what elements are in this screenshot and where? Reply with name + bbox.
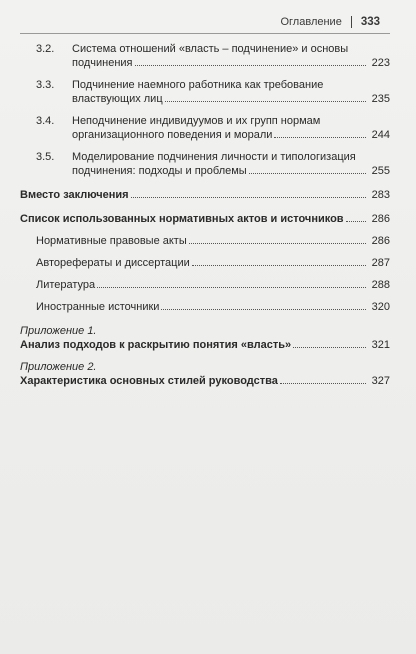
toc-entry-text: Анализ подходов к раскрытию понятия «власть»	[20, 339, 292, 351]
toc-entry-text-cont: организационного поведения и морали	[72, 129, 273, 141]
toc-entry-page: 255	[371, 165, 390, 177]
toc-entry-3-2	[36, 42, 390, 70]
toc-entry-foreign-sources	[36, 300, 390, 314]
toc-entry-text: Список использованных нормативных актов и источников	[20, 213, 344, 225]
toc-entry-conclusion	[20, 188, 390, 202]
toc-entry-page: 321	[371, 339, 390, 351]
dot-leader	[249, 172, 366, 174]
toc-entry-text: Авторефераты и диссертации	[36, 257, 190, 269]
dot-leader	[131, 196, 366, 198]
toc-entry-text: Неподчинение индивидуумов и их групп нормам	[72, 115, 321, 127]
running-head	[280, 16, 380, 28]
toc-entry-text: Моделирование подчинения личности и типологизация	[72, 151, 356, 163]
toc-entry-page: 223	[371, 57, 390, 69]
toc-entry-text: Литература	[36, 279, 96, 291]
toc-entry-text: Характеристика основных стилей руководства	[20, 375, 278, 387]
toc-entry-text: Подчинение наемного работника как требование	[72, 79, 324, 91]
toc-entry-appendix-1	[20, 324, 390, 352]
toc-entry-number: 3.2.	[36, 43, 55, 55]
toc-entry-sources	[20, 212, 390, 226]
toc-entry-page: 286	[371, 213, 390, 225]
table-of-contents	[20, 42, 390, 388]
toc-entry-page: 320	[371, 301, 390, 313]
toc-entry-text-cont: подчинения: подходы и проблемы	[72, 165, 247, 177]
toc-entry-normative-acts	[36, 234, 390, 248]
dot-leader	[293, 346, 366, 348]
dot-leader	[161, 308, 366, 310]
dot-leader	[192, 264, 366, 266]
toc-entry-text: Нормативные правовые акты	[36, 235, 187, 247]
toc-entry-text-cont: властвующих лиц	[72, 93, 163, 105]
toc-entry-text: Иностранные источники	[36, 301, 160, 313]
toc-entry-text-cont: подчинения	[72, 57, 133, 69]
running-head-page-number: 333	[360, 16, 380, 28]
toc-entry-page: 244	[371, 129, 390, 141]
dot-leader	[346, 220, 366, 222]
dot-leader	[274, 136, 366, 138]
toc-entry-3-4	[36, 114, 390, 142]
toc-entry-number: 3.4.	[36, 115, 55, 127]
toc-entry-3-5	[36, 150, 390, 178]
toc-entry-page: 235	[371, 93, 390, 105]
running-head-title: Оглавление	[280, 16, 342, 28]
dot-leader	[165, 100, 366, 102]
toc-entry-3-3	[36, 78, 390, 106]
toc-entry-literature	[36, 278, 390, 292]
toc-entry-appendix-2	[20, 360, 390, 388]
toc-entry-page: 287	[371, 257, 390, 269]
appendix-label: Приложение 2.	[20, 361, 97, 373]
dot-leader	[189, 242, 366, 244]
toc-entry-page: 286	[371, 235, 390, 247]
header-rule	[20, 33, 390, 34]
toc-entry-page: 327	[371, 375, 390, 387]
toc-entry-page: 283	[371, 189, 390, 201]
toc-entry-number: 3.5.	[36, 151, 55, 163]
toc-entry-text: Вместо заключения	[20, 189, 129, 201]
dot-leader	[135, 64, 367, 66]
dot-leader	[97, 286, 366, 288]
toc-entry-text: Система отношений «власть – подчинение» и основы	[72, 43, 349, 55]
toc-entry-abstracts	[36, 256, 390, 270]
toc-entry-number: 3.3.	[36, 79, 55, 91]
appendix-label: Приложение 1.	[20, 325, 97, 337]
toc-entry-page: 288	[371, 279, 390, 291]
running-head-separator	[351, 16, 352, 28]
dot-leader	[280, 382, 366, 384]
